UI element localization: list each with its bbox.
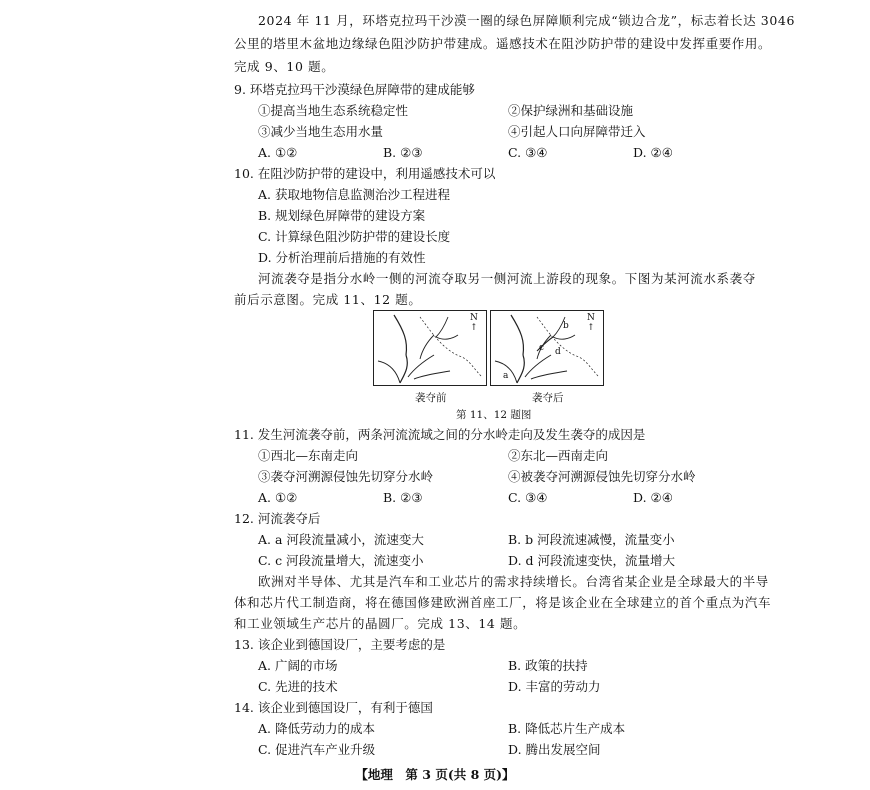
right-map-caption: 袭夺后 <box>532 392 564 404</box>
q9-statement-4: ④引起人口向屏障带迁入 <box>508 124 646 139</box>
q11-option-a: A. ①② <box>258 490 298 505</box>
q11-statement-3: ③袭夺河溯源侵蚀先切穿分水岭 <box>258 469 434 484</box>
intro1-line1: 2024 年 11 月，环塔克拉玛干沙漠一圈的绿色屏障顺利完成“锁边合龙”，标志着长达 3046 <box>258 13 796 28</box>
q9-statement-3: ③减少当地生态用水量 <box>258 124 384 139</box>
q11-option-b: B. ②③ <box>383 490 423 505</box>
q10-option-c: C. 计算绿色阻沙防护带的建设长度 <box>258 229 451 244</box>
intro2-line1: 河流袭夺是指分水岭一侧的河流夺取另一侧河流上游段的现象。下图为某河流水系袭夺 <box>258 271 756 286</box>
q14-option-b: B. 降低芯片生产成本 <box>508 721 626 736</box>
river-label-c: c <box>539 343 545 353</box>
map-after-capture <box>490 310 604 386</box>
intro1-line2: 公里的塔里木盆地边缘绿色阻沙防护带建成。遥感技术在阻沙防护带的建设中发挥重要作用。 <box>234 36 772 51</box>
q10-option-b: B. 规划绿色屏障带的建设方案 <box>258 208 426 223</box>
q9-option-a: A. ①② <box>258 145 298 160</box>
page-footer: 【地理 第 3 页(共 8 页)】 <box>355 767 515 782</box>
q13-option-a: A. 广阔的市场 <box>258 658 338 673</box>
north-arrow-icon-right: N ↑ <box>587 313 595 333</box>
q9-option-d: D. ②④ <box>633 145 673 160</box>
q11-option-d: D. ②④ <box>633 490 673 505</box>
intro3-line2: 体和芯片代工制造商，将在德国修建欧洲首座工厂，将是该企业在全球建立的首个重点为汽车 <box>234 595 772 610</box>
intro2-line2: 前后示意图。完成 11、12 题。 <box>234 292 422 307</box>
north-label-left: N <box>470 313 478 323</box>
map-before-capture <box>373 310 487 386</box>
q14-option-a: A. 降低劳动力的成本 <box>258 721 375 736</box>
left-map-caption: 袭夺前 <box>415 392 447 404</box>
q12-option-b: B. b 河段流速减慢，流量变小 <box>508 532 675 547</box>
river-label-b: b <box>563 321 569 331</box>
q10-stem: 10. 在阻沙防护带的建设中，利用遥感技术可以 <box>234 166 496 181</box>
q11-statement-1: ①西北—东南走向 <box>258 448 359 463</box>
q11-statement-4: ④被袭夺河溯源侵蚀先切穿分水岭 <box>508 469 696 484</box>
q9-option-c: C. ③④ <box>508 145 548 160</box>
q14-option-c: C. 促进汽车产业升级 <box>258 742 376 757</box>
q13-stem: 13. 该企业到德国设厂，主要考虑的是 <box>234 637 446 652</box>
q12-option-a: A. a 河段流量减小，流速变大 <box>258 532 424 547</box>
q9-option-b: B. ②③ <box>383 145 423 160</box>
intro3-line3: 和工业领域生产芯片的晶圆厂。完成 13、14 题。 <box>234 616 527 631</box>
q9-statement-2: ②保护绿洲和基础设施 <box>508 103 634 118</box>
intro3-line1: 欧洲对半导体、尤其是汽车和工业芯片的需求持续增长。台湾省某企业是全球最大的半导 <box>258 574 769 589</box>
q9-stem: 9. 环塔克拉玛干沙漠绿色屏障带的建成能够 <box>234 82 475 97</box>
q10-option-d: D. 分析治理前后措施的有效性 <box>258 250 426 265</box>
river-label-a: a <box>503 371 509 381</box>
q12-stem: 12. 河流袭夺后 <box>234 511 321 526</box>
q9-statement-1: ①提高当地生态系统稳定性 <box>258 103 409 118</box>
q11-stem: 11. 发生河流袭夺前，两条河流流域之间的分水岭走向及发生袭夺的成因是 <box>234 427 646 442</box>
intro1-line3: 完成 9、10 题。 <box>234 59 335 74</box>
q13-option-b: B. 政策的扶持 <box>508 658 588 673</box>
q13-option-d: D. 丰富的劳动力 <box>508 679 601 694</box>
q11-statement-2: ②东北—西南走向 <box>508 448 609 463</box>
q10-option-a: A. 获取地物信息监测治沙工程进程 <box>258 187 450 202</box>
figure-caption: 第 11、12 题图 <box>456 409 532 421</box>
q12-option-d: D. d 河段流速变快，流量增大 <box>508 553 675 568</box>
q11-option-c: C. ③④ <box>508 490 548 505</box>
north-arrow-icon-left: N ↑ <box>470 313 478 333</box>
north-label-right: N <box>587 313 595 323</box>
q14-stem: 14. 该企业到德国设厂，有利于德国 <box>234 700 433 715</box>
q13-option-c: C. 先进的技术 <box>258 679 338 694</box>
q14-option-d: D. 腾出发展空间 <box>508 742 601 757</box>
river-label-d: d <box>555 347 561 357</box>
q12-option-c: C. c 河段流量增大，流速变小 <box>258 553 424 568</box>
